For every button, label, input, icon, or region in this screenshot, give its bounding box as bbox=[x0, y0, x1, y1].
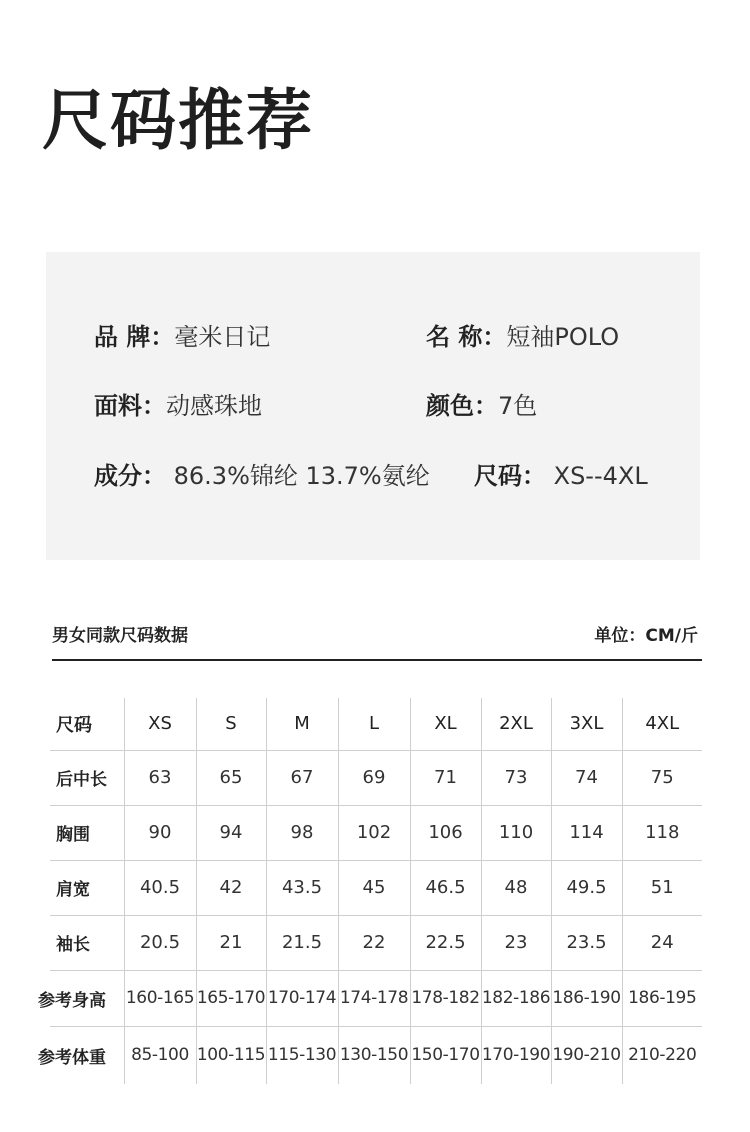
info-fabric-value: 动感珠地 bbox=[166, 392, 262, 420]
row-label: 参考身高 bbox=[50, 970, 124, 1026]
table-cell: 186-190 bbox=[551, 970, 622, 1026]
table-cell: 186-195 bbox=[622, 970, 702, 1026]
header-size: 3XL bbox=[551, 698, 622, 750]
table-cell: 22.5 bbox=[410, 915, 481, 970]
table-cell: 170-190 bbox=[481, 1026, 551, 1084]
table-cell: 178-182 bbox=[410, 970, 481, 1026]
table-row bbox=[50, 750, 702, 805]
info-composition bbox=[94, 461, 430, 491]
table-cell: 45 bbox=[338, 860, 410, 915]
table-cell: 48 bbox=[481, 860, 551, 915]
row-label: 后中长 bbox=[50, 750, 124, 805]
table-cell: 165-170 bbox=[196, 970, 266, 1026]
table-cell: 110 bbox=[481, 805, 551, 860]
info-brand-label: 品 牌： bbox=[94, 323, 175, 351]
header-size: 4XL bbox=[622, 698, 702, 750]
table-cell: 74 bbox=[551, 750, 622, 805]
info-color-value: 7色 bbox=[498, 392, 538, 420]
table-cell: 98 bbox=[266, 805, 338, 860]
table-cell: 23.5 bbox=[551, 915, 622, 970]
header-size: M bbox=[266, 698, 338, 750]
table-cell: 20.5 bbox=[124, 915, 196, 970]
info-color bbox=[426, 391, 537, 421]
table-cell: 174-178 bbox=[338, 970, 410, 1026]
table-cell: 42 bbox=[196, 860, 266, 915]
row-label: 袖长 bbox=[50, 915, 124, 970]
table-cell: 24 bbox=[622, 915, 702, 970]
page-title: 尺码推荐 bbox=[42, 82, 314, 159]
info-composition-value: 86.3%锦纶 13.7%氨纶 bbox=[166, 462, 430, 490]
table-cell: 23 bbox=[481, 915, 551, 970]
header-label: 尺码 bbox=[50, 698, 124, 750]
table-header-row bbox=[50, 698, 702, 750]
info-name-value: 短袖POLO bbox=[506, 323, 620, 351]
info-name bbox=[426, 322, 619, 352]
table-cell: 130-150 bbox=[338, 1026, 410, 1084]
table-cell: 21 bbox=[196, 915, 266, 970]
table-row bbox=[50, 860, 702, 915]
header-size: XL bbox=[410, 698, 481, 750]
table-cell: 21.5 bbox=[266, 915, 338, 970]
table-cell: 63 bbox=[124, 750, 196, 805]
info-brand bbox=[94, 322, 270, 352]
table-cell: 85-100 bbox=[124, 1026, 196, 1084]
table-cell: 43.5 bbox=[266, 860, 338, 915]
table-cell: 190-210 bbox=[551, 1026, 622, 1084]
row-label: 参考体重 bbox=[38, 1047, 106, 1068]
table-cell: 71 bbox=[410, 750, 481, 805]
table-cell: 90 bbox=[124, 805, 196, 860]
product-info-panel bbox=[46, 252, 700, 560]
table-cell: 210-220 bbox=[622, 1026, 702, 1084]
table-cell: 115-130 bbox=[266, 1026, 338, 1084]
info-brand-value: 毫米日记 bbox=[174, 323, 271, 351]
table-cell: 150-170 bbox=[410, 1026, 481, 1084]
size-table bbox=[38, 698, 702, 1084]
header-size: 2XL bbox=[481, 698, 551, 750]
info-size bbox=[474, 461, 648, 491]
table-cell: 160-165 bbox=[124, 970, 196, 1026]
table-divider bbox=[52, 659, 702, 661]
table-cell: 106 bbox=[410, 805, 481, 860]
info-size-label: 尺码： bbox=[474, 462, 546, 490]
table-cell: 94 bbox=[196, 805, 266, 860]
info-fabric-label: 面料： bbox=[94, 392, 166, 420]
table-cell: 118 bbox=[622, 805, 702, 860]
table-cell: 182-186 bbox=[481, 970, 551, 1026]
table-cell: 67 bbox=[266, 750, 338, 805]
table-cell: 102 bbox=[338, 805, 410, 860]
table-row bbox=[50, 970, 702, 1026]
header-size: L bbox=[338, 698, 410, 750]
info-color-label: 颜色： bbox=[426, 392, 498, 420]
info-size-value: XS--4XL bbox=[546, 462, 648, 490]
table-cell: 75 bbox=[622, 750, 702, 805]
table-unit: 单位：CM/斤 bbox=[594, 626, 698, 646]
table-cell: 46.5 bbox=[410, 860, 481, 915]
table-cell: 65 bbox=[196, 750, 266, 805]
table-cell: 40.5 bbox=[124, 860, 196, 915]
info-fabric bbox=[94, 391, 262, 421]
header-size: XS bbox=[124, 698, 196, 750]
table-cell: 114 bbox=[551, 805, 622, 860]
info-name-label: 名 称： bbox=[426, 323, 507, 351]
table-row bbox=[50, 805, 702, 860]
table-cell: 73 bbox=[481, 750, 551, 805]
table-cell: 100-115 bbox=[196, 1026, 266, 1084]
table-caption: 男女同款尺码数据 bbox=[52, 626, 188, 646]
header-size: S bbox=[196, 698, 266, 750]
info-composition-label: 成分： bbox=[94, 462, 166, 490]
row-label: 肩宽 bbox=[50, 860, 124, 915]
table-cell: 51 bbox=[622, 860, 702, 915]
table-cell: 49.5 bbox=[551, 860, 622, 915]
table-row bbox=[50, 915, 702, 970]
table-cell: 22 bbox=[338, 915, 410, 970]
row-label: 胸围 bbox=[50, 805, 124, 860]
table-row bbox=[50, 1026, 702, 1084]
table-cell: 69 bbox=[338, 750, 410, 805]
table-cell: 170-174 bbox=[266, 970, 338, 1026]
